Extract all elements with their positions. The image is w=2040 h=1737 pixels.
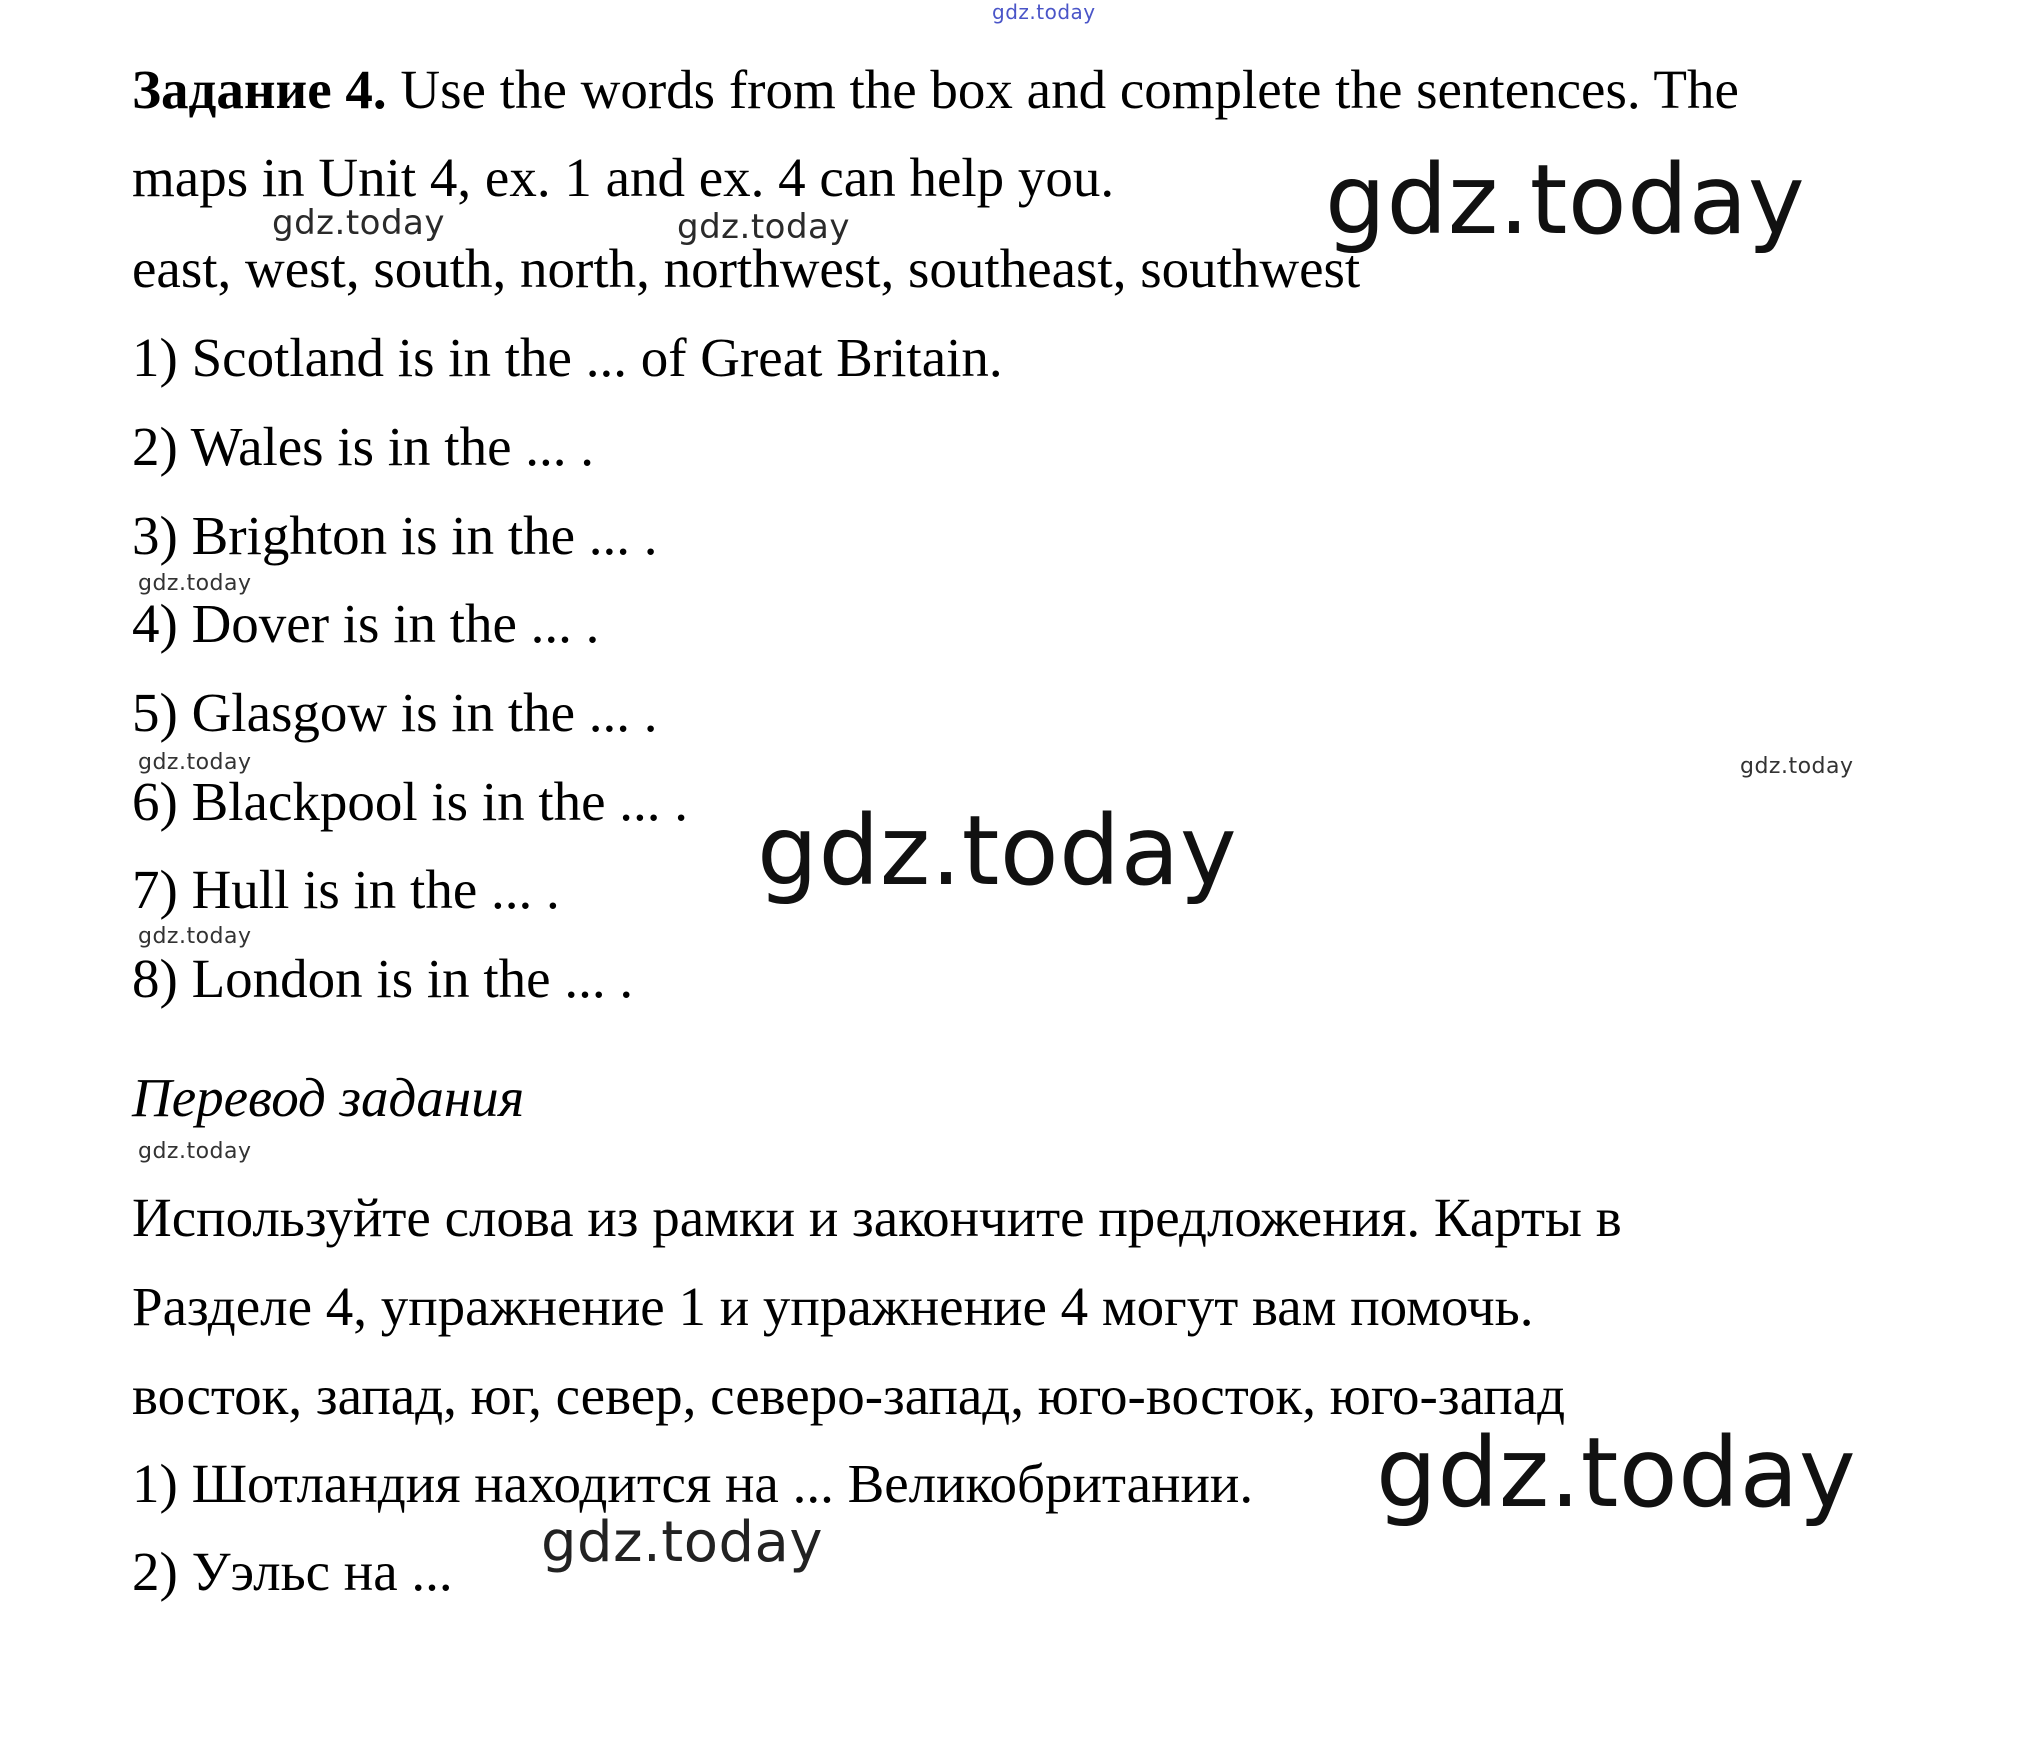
task-intro-text: Use the words from the box and complete the sentences. The (386, 59, 1739, 120)
translation-sentence-1: 1) Шотландия находится на ... Великобритании. (132, 1453, 1254, 1514)
watermark-tiny-2: gdz.today (138, 750, 252, 775)
watermark-tiny-1: gdz.today (138, 571, 252, 596)
translation-line1: Используйте слова из рамки и закончите предложения. Карты в (132, 1187, 1622, 1248)
sentence-6: 6) Blackpool is in the ... . (132, 771, 689, 832)
task-heading: Задание 4. (132, 59, 387, 120)
watermark-small-2: gdz.today (677, 207, 850, 247)
watermark-large-3: gdz.today (1376, 1417, 1857, 1529)
task-intro-line2: maps in Unit 4, ex. 1 and ex. 4 can help you. (132, 147, 1115, 208)
sentence-3: 3) Brighton is in the ... . (132, 505, 658, 566)
translation-line2: Разделе 4, упражнение 1 и упражнение 4 могут вам помочь. (132, 1276, 1534, 1337)
translation-heading: Перевод задания (132, 1067, 525, 1128)
sentence-2: 2) Wales is in the ... . (132, 416, 594, 477)
sentence-4: 4) Dover is in the ... . (132, 593, 600, 654)
watermark-small-1: gdz.today (272, 203, 445, 243)
watermark-tiny-5: gdz.today (138, 1139, 252, 1164)
sentence-5: 5) Glasgow is in the ... . (132, 682, 658, 743)
watermark-tiny-4: gdz.today (138, 924, 252, 949)
watermark-tiny-3: gdz.today (1740, 754, 1854, 779)
task-intro-line1 (132, 58, 1739, 122)
translation-sentence-2: 2) Уэльс на ... (132, 1541, 453, 1602)
word-box-russian: восток, запад, юг, север, северо-запад, юго-восток, юго-запад (132, 1365, 1566, 1426)
sentence-8: 8) London is in the ... . (132, 948, 634, 1009)
watermark-top: gdz.today (992, 0, 1096, 24)
word-box-english: east, west, south, north, northwest, southeast, southwest (132, 238, 1361, 299)
watermark-medium-1: gdz.today (541, 1510, 824, 1575)
sentence-7: 7) Hull is in the ... . (132, 859, 560, 920)
sentence-1: 1) Scotland is in the ... of Great Britain. (132, 327, 1003, 388)
watermark-large-1: gdz.today (1325, 144, 1806, 256)
watermark-large-2: gdz.today (757, 795, 1238, 907)
